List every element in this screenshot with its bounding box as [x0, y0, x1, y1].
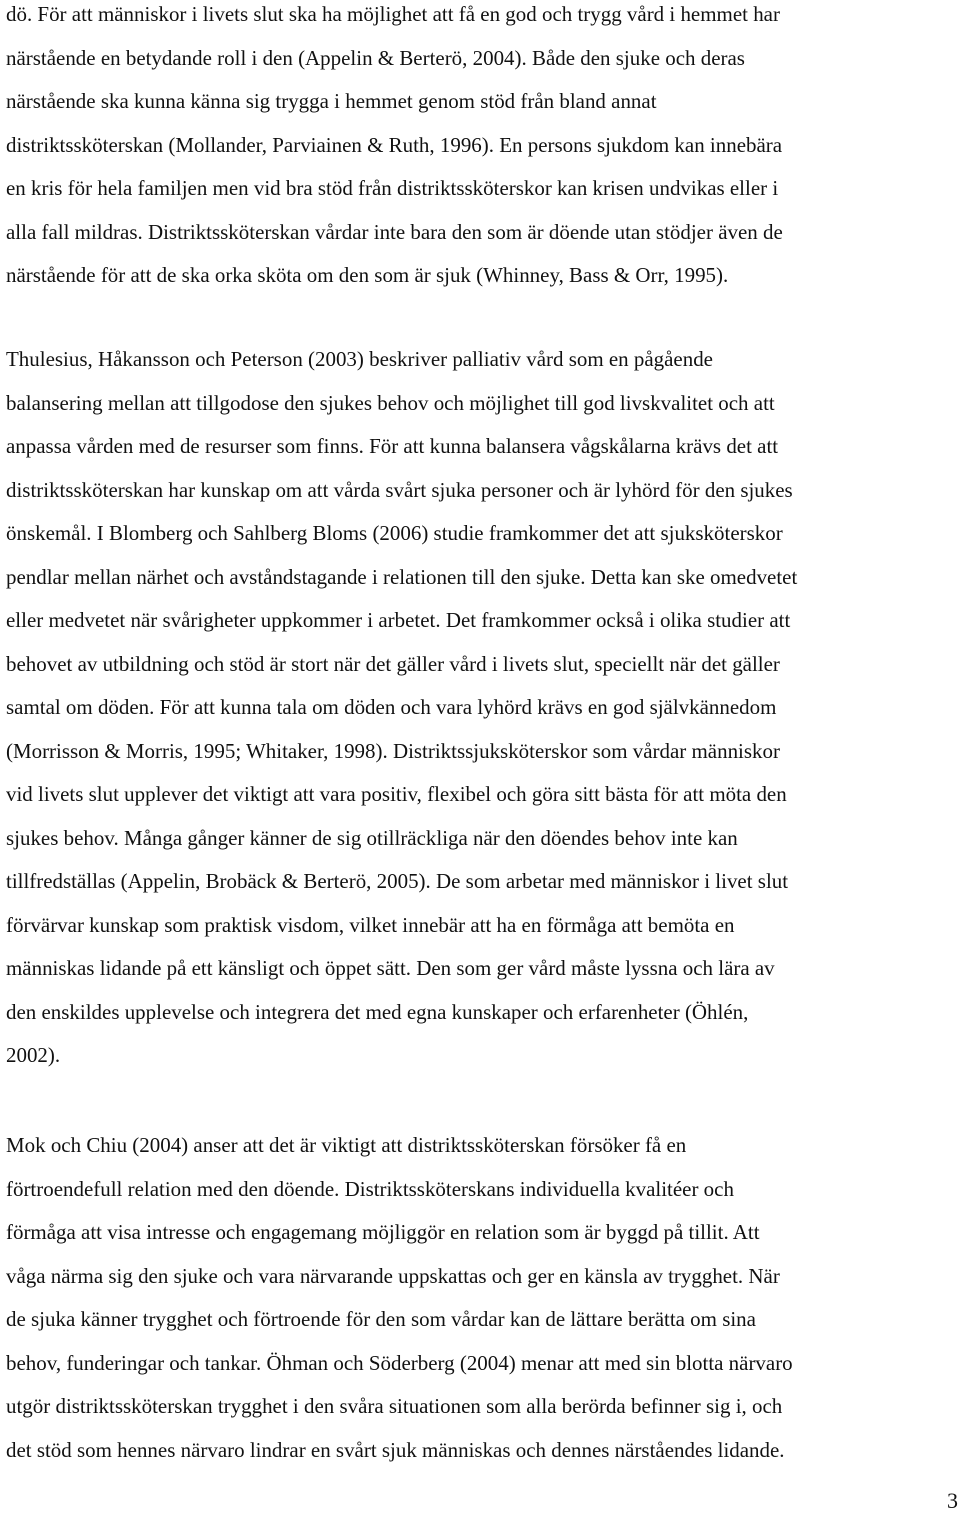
text-line: våga närma sig den sjuke och vara närvarande uppskattas och ger en känsla av trygghet. När	[6, 1263, 780, 1288]
text-line: samtal om döden. För att kunna tala om döden och vara lyhörd krävs en god självkännedom	[6, 695, 777, 719]
text-line: behovet av utbildning och stöd är stort när det gäller vård i livets slut, speciellt när det gäller	[6, 651, 780, 676]
text-line: sjukes behov. Många gånger känner de sig otillräckliga när den döendes behov inte kan	[6, 825, 738, 850]
text-line: förvärvar kunskap som praktisk visdom, vilket innebär att ha en förmåga att bemöta en	[6, 912, 735, 937]
text-line: den enskildes upplevelse och integrera det med egna kunskaper och erfarenheter (Öhlén,	[6, 999, 749, 1024]
text-line: dö. För att människor i livets slut ska ha möjlighet att få en god och trygg vård i hemmet har	[6, 2, 780, 26]
text-line: distriktssköterskan har kunskap om att vårda svårt sjuka personer och är lyhörd för den sjukes	[6, 477, 793, 502]
text-line: de sjuka känner trygghet och förtroende för den som vårdar kan de lättare berätta om sina	[6, 1307, 756, 1331]
text-line: tillfredställas (Appelin, Brobäck & Berterö, 2005). De som arbetar med människor i livet slut	[6, 869, 789, 893]
paragraph-3	[6, 1124, 958, 1472]
text-line: närstående en betydande roll i den (Appelin & Berterö, 2004). Både den sjuke och deras	[6, 45, 745, 70]
page-number: 3	[947, 1488, 958, 1513]
text-line: behov, funderingar och tankar. Öhman och Söderberg (2004) menar att med sin blotta närvaro	[6, 1350, 793, 1375]
text-line: eller medvetet när svårigheter uppkommer i arbetet. Det framkommer också i olika studier att	[6, 608, 791, 632]
text-line: Thulesius, Håkansson och Peterson (2003) beskriver palliativ vård som en pågående	[6, 347, 713, 371]
text-line: en kris för hela familjen men vid bra stöd från distriktssköterskor kan krisen undvikas eller i	[6, 176, 779, 200]
text-line: det stöd som hennes närvaro lindrar en svårt sjuk människas och dennes närståendes lidande.	[6, 1437, 785, 1462]
text-line: distriktssköterskan (Mollander, Parviainen & Ruth, 1996). En persons sjukdom kan innebära	[6, 132, 783, 157]
text-line: 2002).	[6, 1043, 61, 1067]
text-line: balansering mellan att tillgodose den sjukes behov och möjlighet till god livskvalitet och att	[6, 390, 775, 415]
text-line: anpassa vården med de resurser som finns. För att kunna balansera vågskålarna krävs det att	[6, 434, 779, 458]
text-line: förmåga att visa intresse och engagemang möjliggör en relation som är byggd på tillit. Att	[6, 1220, 760, 1244]
text-line: närstående ska kunna känna sig trygga i hemmet genom stöd från bland annat	[6, 89, 657, 113]
text-line: önskemål. I Blomberg och Sahlberg Bloms (2006) studie framkommer det att sjuksköterskor	[6, 521, 783, 545]
text-line: alla fall mildras. Distriktssköterskan vårdar inte bara den som är döende utan stödjer även de	[6, 219, 783, 244]
text-line: vid livets slut upplever det viktigt att vara positiv, flexibel och göra sitt bästa för att möta den	[6, 782, 787, 806]
paragraph-1	[6, 0, 958, 298]
text-line: Mok och Chiu (2004) anser att det är viktigt att distriktssköterskan försöker få en	[6, 1133, 687, 1157]
text-line: utgör distriktssköterskan trygghet i den svåra situationen som alla berörda befinner sig i, och	[6, 1394, 783, 1418]
text-line: förtroendefull relation med den döende. Distriktssköterskans individuella kvalitéer och	[6, 1176, 734, 1201]
text-line: pendlar mellan närhet och avståndstagande i relationen till den sjuke. Detta kan ske omedvetet	[6, 564, 798, 589]
paragraph-2	[6, 338, 958, 1078]
text-line: människas lidande på ett känsligt och öppet sätt. Den som ger vård måste lyssna och lära av	[6, 956, 775, 980]
text-line: närstående för att de ska orka sköta om den som är sjuk (Whinney, Bass & Orr, 1995).	[6, 263, 729, 287]
text-line: (Morrisson & Morris, 1995; Whitaker, 1998). Distriktssjuksköterskor som vårdar människor	[6, 738, 780, 763]
